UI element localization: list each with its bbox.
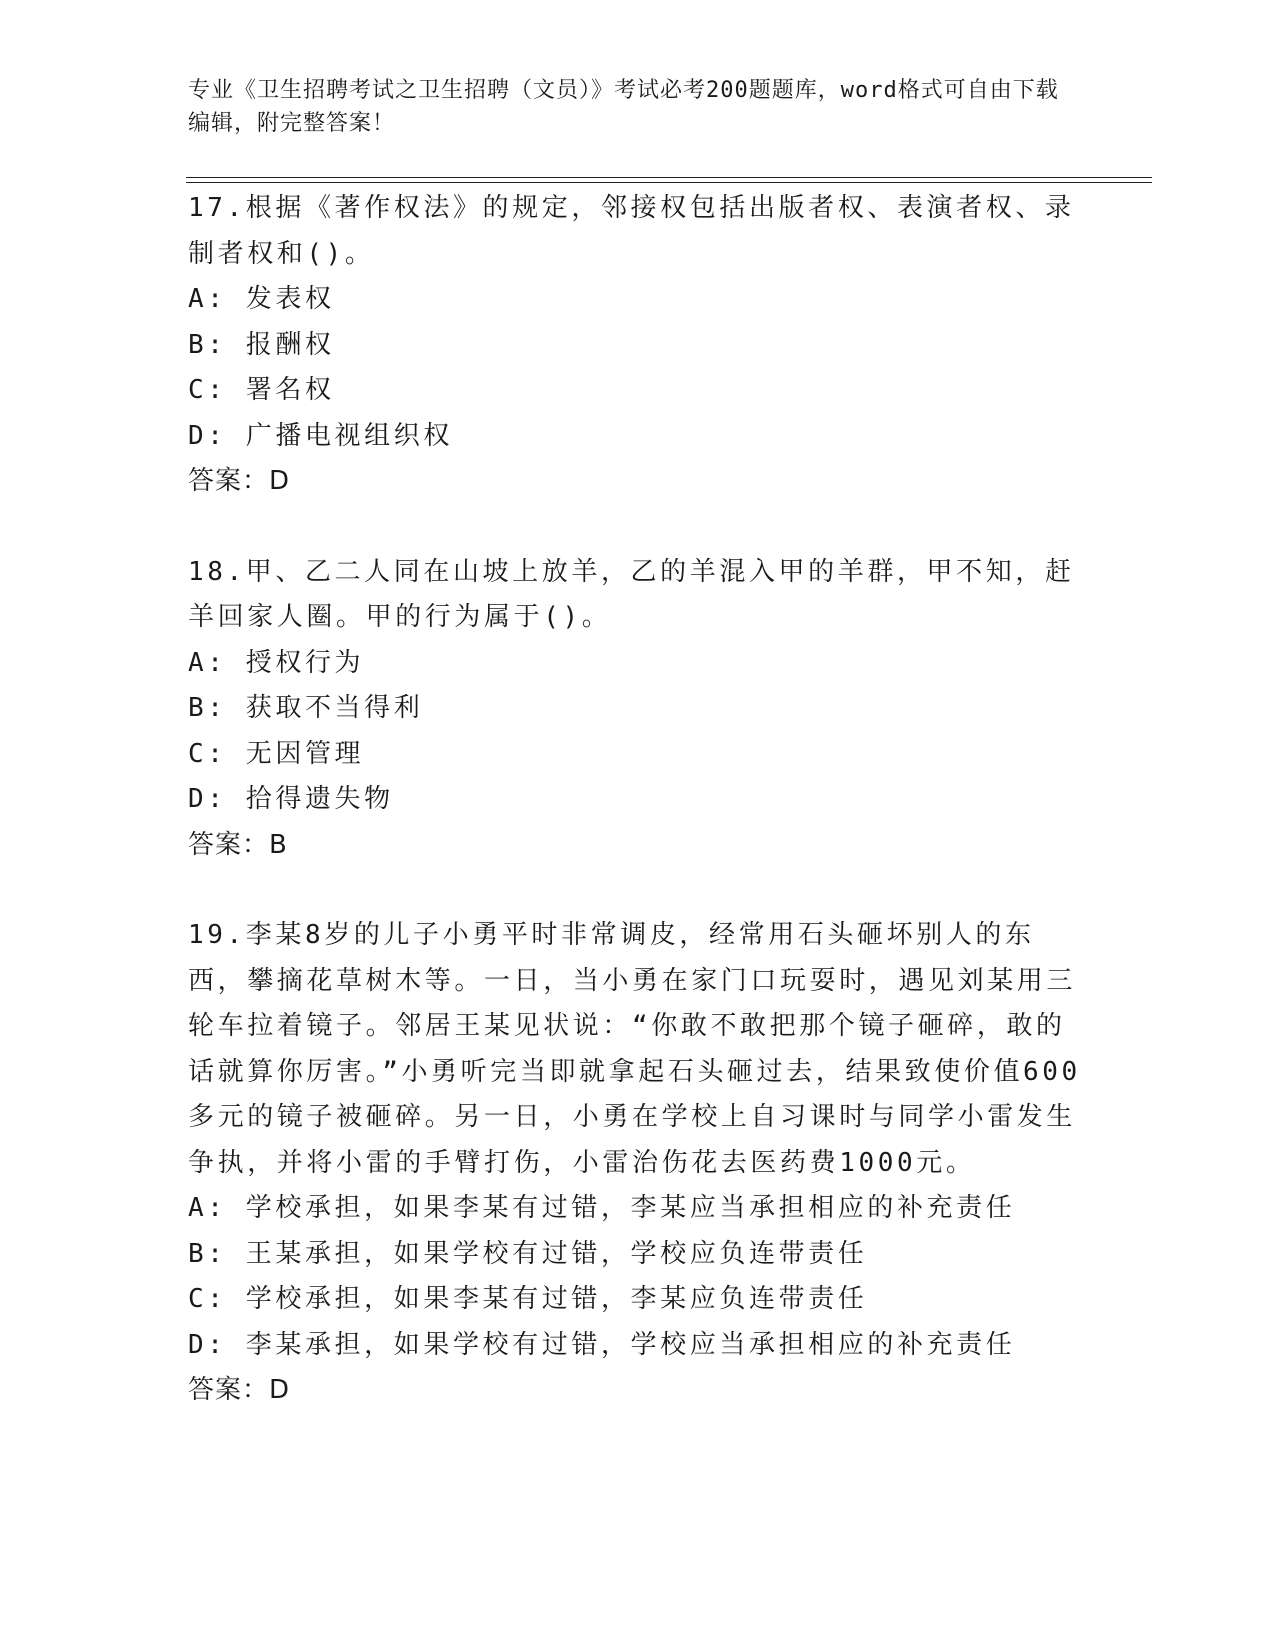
question-text: 18.甲、乙二人同在山坡上放羊，乙的羊混入甲的羊群，甲不知，赶羊回家人圈。甲的行为属于()。: [188, 556, 1075, 632]
document-header: 专业《卫生招聘考试之卫生招聘（文员）》考试必考200题题库，word格式可自由下载编辑，附完整答案！: [188, 78, 1059, 136]
option-a: A: 发表权: [188, 284, 335, 314]
option-b: B: 王某承担，如果学校有过错，学校应负连带责任: [188, 1238, 868, 1269]
option-a: A: 授权行为: [188, 647, 365, 678]
question-18: [188, 550, 1088, 869]
question-text: 17.根据《著作权法》的规定，邻接权包括出版者权、表演者权、录制者权和()。: [188, 193, 1075, 269]
question-text: 19.李某8岁的儿子小勇平时非常调皮，经常用石头砸坏别人的东西，攀摘花草树木等。一日，当小勇在家门口玩耍时，遇见刘某用三轮车拉着镜子。邻居王某见状说：“你敢不敢把那个镜子砸碎，敢的话就算你厉害。”小勇听完当即就拿起石头砸过去，结果致使价值600多元的镜子被砸碎。另一日，小勇在学校上自习课时与同学小雷发生争执，并将小雷的手臂打伤，小雷治伤花去医药费1000元。: [188, 920, 1081, 1178]
option-c: C: 署名权: [188, 375, 335, 405]
header-divider-top: [186, 177, 1152, 178]
answer: 答案：D: [188, 466, 291, 496]
answer: 答案：D: [188, 1375, 291, 1405]
question-17: [188, 186, 1088, 505]
option-d: D: 广播电视组织权: [188, 420, 453, 451]
option-c: C: 学校承担，如果李某有过错，李某应负连带责任: [188, 1284, 868, 1314]
option-d: D: 李某承担，如果学校有过错，学校应当承担相应的补充责任: [188, 1329, 1016, 1360]
question-list: [188, 186, 1088, 1414]
question-spacer: [188, 505, 1088, 550]
option-c: C: 无因管理: [188, 738, 365, 769]
question-spacer: [188, 868, 1088, 913]
option-d: D: 拾得遗失物: [188, 784, 394, 814]
question-19: [188, 913, 1088, 1414]
option-b: B: 获取不当得利: [188, 693, 424, 723]
answer: 答案：B: [188, 829, 288, 860]
header-divider-bottom: [186, 182, 1152, 183]
option-b: B: 报酬权: [188, 329, 335, 360]
option-a: A: 学校承担，如果李某有过错，李某应当承担相应的补充责任: [188, 1193, 1016, 1223]
